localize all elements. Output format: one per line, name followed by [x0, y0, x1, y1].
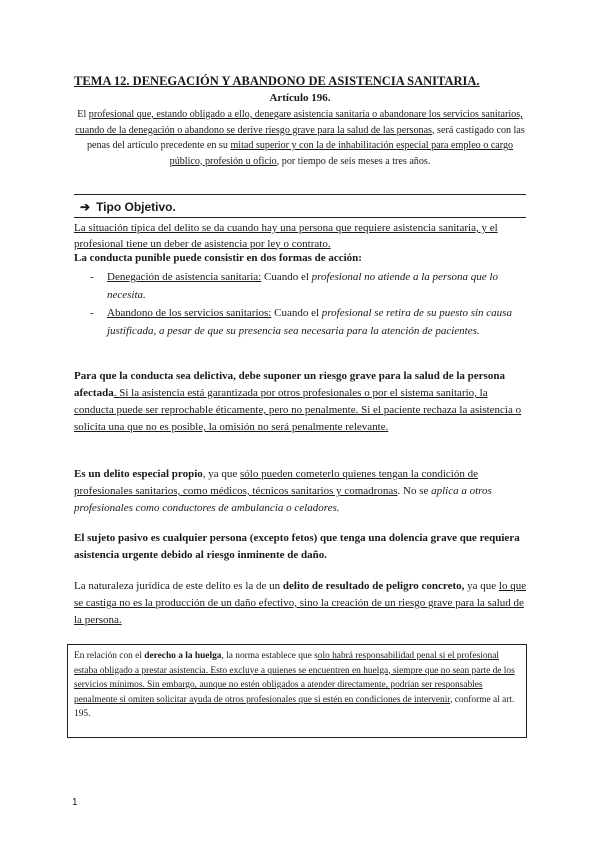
paragraph-naturaleza-underlined: lo que se castiga no es la producción de un daño efectivo, sino la creación de un riesgo grave para la salud de la persona.: [74, 580, 527, 626]
box-bold: derecho a la huelga: [144, 651, 222, 661]
box-text2: , la norma establece que s: [221, 651, 318, 661]
list-item-text: Cuando el: [261, 271, 312, 283]
paragraph-naturaleza-bold: delito de resultado de peligro concreto,: [282, 580, 465, 592]
list-item: [90, 304, 530, 340]
paragraph-naturaleza-text2: ya que: [464, 580, 499, 592]
section-heading: [80, 200, 176, 214]
list-item-label: Abandono de los servicios sanitarios:: [107, 307, 272, 319]
paragraph-delito-text2: . No se: [397, 485, 432, 497]
article-seg-5: , por tiempo de seis meses a tres años.: [276, 155, 431, 167]
box-text1: En relación con el: [74, 651, 145, 661]
list-item: [90, 268, 530, 304]
section-rule-bottom: [74, 217, 526, 218]
list-item-italic: profesional se retira de su puesto sin causa justificada, a pesar de que su presencia sea necesaria para la atención de pacientes.: [107, 307, 512, 337]
paragraph-delito-bold: Es un delito especial propio: [74, 468, 203, 480]
article-seg-3: , será castigado con las penas del artículo precedente en su: [86, 124, 525, 151]
article-heading: Artículo 196.: [269, 92, 331, 104]
paragraph-riesgo-bold: Para que la conducta sea delictiva, debe suponer un riesgo grave para la salud de la persona afectada: [74, 370, 505, 399]
tipo-intro: La situación típica del delito se da cuando hay una persona que requiere asistencia sanitaria, y el profesional tiene un deber de asistencia por ley o contrato.: [74, 222, 498, 250]
conduct-list: [90, 268, 530, 340]
paragraph-delito-especial: [74, 466, 528, 517]
paragraph-delito-italic: aplica a otros profesionales como conductores de ambulancia o celadores.: [74, 485, 492, 514]
tipo-bold-line: La conducta punible puede consistir en dos formas de acción:: [74, 252, 362, 264]
paragraph-naturaleza: [74, 578, 528, 629]
arrow-right-icon: ➔: [80, 200, 91, 214]
article-text: [74, 107, 526, 169]
page-number: 1: [72, 797, 78, 808]
box-text3: , conforme al art. 195.: [74, 694, 515, 719]
paragraph-delito-underlined: sólo pueden cometerlo quienes tengan la condición de profesionales sanitarios, como médicos, técnicos sanitarios y comadronas: [74, 468, 478, 497]
article-seg-1: El: [77, 109, 89, 120]
box-underlined: olo habrá responsabilidad penal si el profesional estaba obligado a prestar asistencia. Esto excluye a quienes se encuentren en huelga, siempre que no sean parte de los servicios mínimos. Sin embargo, aunque no estén obligados a atender directamente, podrían ser responsables penalmente si omiten solicitar ayuda de otros profesionales que si estén en condiciones de intervenir: [74, 651, 515, 705]
list-item-text: Cuando el: [271, 307, 322, 319]
page-title: TEMA 12. DENEGACIÓN Y ABANDONO DE ASISTENCIA SANITARIA.: [74, 74, 480, 88]
paragraph-naturaleza-text1: La naturaleza jurídica de este delito es la de un: [74, 580, 283, 592]
list-item-italic: profesional no atiende a la persona que lo necesita.: [107, 271, 498, 301]
section-rule-top: [74, 194, 526, 195]
article-seg-4: mitad superior y con la de inhabilitación especial para empleo o cargo público, profesión u oficio: [169, 140, 514, 167]
paragraph-delito-text1: , ya que: [202, 468, 241, 480]
huelga-note-box: [67, 644, 527, 738]
paragraph-riesgo: [74, 368, 528, 436]
list-dash: -: [90, 307, 94, 319]
paragraph-riesgo-underlined: . Si la asistencia está garantizada por otros profesionales o por el sistema sanitario, la conducta puede ser reprochable éticamente, pero no penalmente. Si el paciente rechaza la asistencia o solicita una que no es posible, la omisión no será penalmente relevante.: [74, 387, 522, 433]
paragraph-sujeto-pasivo: El sujeto pasivo es cualquier persona (excepto fetos) que tenga una dolencia grave que requiera asistencia urgente debido al riesgo inminente de daño.: [74, 532, 520, 561]
list-item-label: Denegación de asistencia sanitaria:: [107, 271, 262, 283]
list-dash: -: [90, 271, 94, 283]
article-seg-2: profesional que, estando obligado a ello, denegare asistencia sanitaria o abandonare los servicios sanitarios, cuando de la denegación o abandono se derive riesgo grave para la salud de las personas: [75, 109, 523, 136]
section-heading-label: Tipo Objetivo.: [96, 200, 176, 214]
